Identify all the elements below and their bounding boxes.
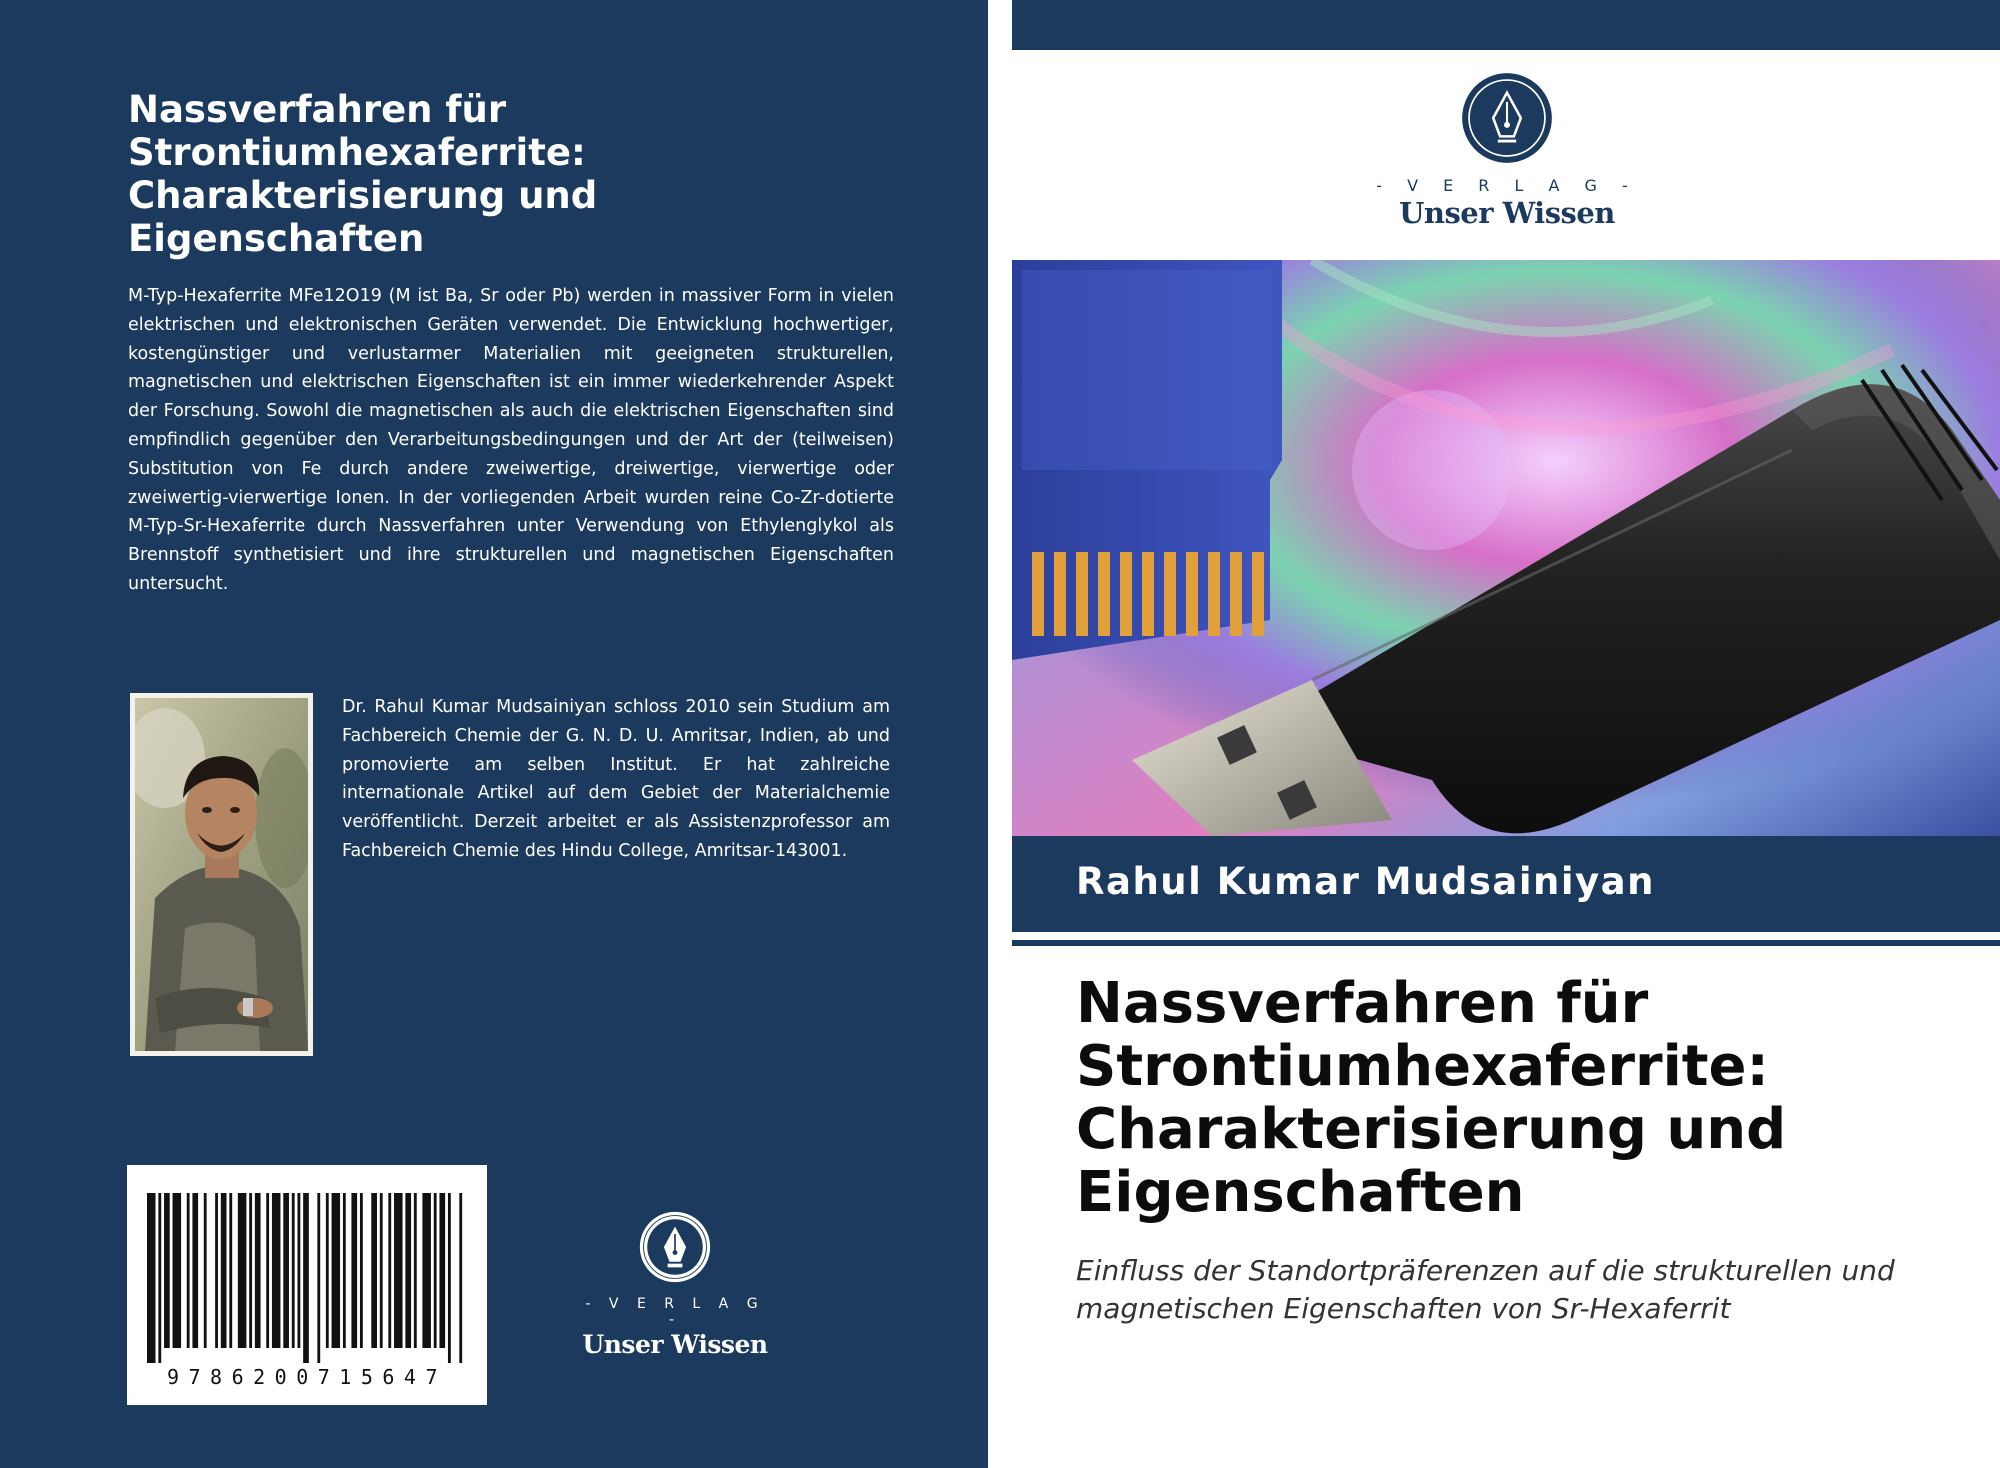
barcode-bar (317, 1193, 320, 1363)
barcode-bar (326, 1193, 329, 1348)
barcode-bar (332, 1193, 341, 1348)
barcode-bar (272, 1193, 281, 1348)
barcode-bar (459, 1193, 462, 1363)
barcode-bar (221, 1193, 227, 1348)
barcode-bar (434, 1193, 437, 1348)
barcode-bar (448, 1193, 451, 1363)
back-logo-verlag: - V E R L A G - (585, 1296, 765, 1328)
fountain-pen-nib-icon (638, 1210, 712, 1284)
back-cover-title: Nassverfahren für Strontiumhexaferrite: Charakterisierung und Eigenschaften (128, 88, 598, 260)
barcode-bar (351, 1193, 357, 1348)
barcode-bar (394, 1193, 403, 1348)
barcode-bar (283, 1193, 289, 1348)
isbn-barcode (127, 1165, 487, 1405)
barcode-bar (192, 1193, 198, 1348)
back-publisher-logo (580, 1210, 770, 1359)
barcode-bar (422, 1193, 431, 1348)
spine-gap (988, 0, 1012, 1468)
barcode-bar (414, 1193, 417, 1348)
back-cover (0, 0, 988, 1468)
usb-drive-image (1012, 260, 2000, 836)
barcode-bar (343, 1193, 346, 1348)
barcode-bar (238, 1193, 247, 1348)
barcode-bar (229, 1193, 232, 1348)
barcode-bar (388, 1193, 391, 1348)
barcode-bar (164, 1193, 170, 1348)
barcode-bar (266, 1193, 269, 1348)
barcode-bar (255, 1193, 261, 1348)
barcode-bar (380, 1193, 383, 1348)
barcode-bar (292, 1193, 295, 1348)
barcode-bar (187, 1193, 190, 1348)
author-biography: Dr. Rahul Kumar Mudsainiyan schloss 2010 sein Studium am Fachbereich Chemie der G. N. D. U. Amritsar, Indien, ab und promovierte am selben Institut. Er hat zahlreiche internationale Artikel auf dem Gebiet der Materialchemie veröffentlicht. Derzeit arbeitet er als Assistenzprofessor am Fachbereich Chemie des Hindu College, Amritsar-143001. (342, 697, 890, 861)
front-cover-title: Nassverfahren für Strontiumhexaferrite: Charakterisierung und Eigenschaften (1076, 971, 1787, 1225)
author-name: Rahul Kumar Mudsainiyan (1076, 860, 1655, 903)
isbn-digits: 9786200715647 (166, 1365, 448, 1389)
cover-photo-usb-stick-sd-card (1012, 260, 2000, 836)
barcode-bar (371, 1193, 377, 1348)
barcode-bar (249, 1193, 252, 1348)
front-cover-subtitle: Einfluss der Standortpräferenzen auf die strukturellen und magnetischen Eigenschaften von Sr-Hexaferrit (1076, 1254, 1895, 1325)
barcode-bar (303, 1193, 309, 1363)
back-cover-blurb: M-Typ-Hexaferrite MFe12O19 (M ist Ba, Sr oder Pb) werden in massiver Form in vielen elektrischen und elektronischen Geräten verwendet. Die Entwicklung hochwertiger, kostengünstiger und verlustarmer Materialien mit geeigneten strukturellen, magnetischen und elektrischen Eigenschaften ist ein immer wiederkehrender Aspekt der Forschung. Sowohl die magnetischen als auch die elektrischen Eigenschaften sind empfindlich gegenüber den Verarbeitungsbedingungen und der Art der (teilweisen) Substitution von Fe durch andere zweiwertige, dreiwertige, vierwertige oder zweiwertig-vierwertige Ionen. In der vorliegenden Arbeit wurden reine Co-Zr-dotierte M-Typ-Sr-Hexaferrite durch Nassverfahren unter Verwendung von Ethylenglykol als Brennstoff synthetisiert und ihre strukturellen und magnetischen Eigenschaften untersucht. (128, 286, 894, 594)
front-top-bar (1012, 0, 2000, 50)
barcode-bar (147, 1193, 156, 1363)
barcode-bar (297, 1193, 300, 1348)
barcode-bar (360, 1193, 363, 1348)
front-logo-verlag: - V E R L A G - (1376, 176, 1638, 195)
barcode-bar (405, 1193, 411, 1348)
barcode-bars (147, 1193, 465, 1363)
barcode-bar (439, 1193, 445, 1348)
author-photo (130, 693, 313, 1056)
front-cover (1012, 0, 2000, 1468)
fountain-pen-nib-icon (1461, 72, 1553, 164)
back-logo-brand: Unser Wissen (582, 1330, 768, 1359)
barcode-bar (158, 1193, 161, 1363)
author-divider (1012, 940, 2000, 946)
author-band (1012, 836, 2000, 932)
author-portrait-image (135, 698, 308, 1051)
barcode-bar (215, 1193, 218, 1348)
front-publisher-logo (1372, 72, 1642, 230)
front-logo-brand: Unser Wissen (1399, 196, 1615, 230)
barcode-bar (173, 1193, 182, 1348)
barcode-bar (204, 1193, 207, 1348)
